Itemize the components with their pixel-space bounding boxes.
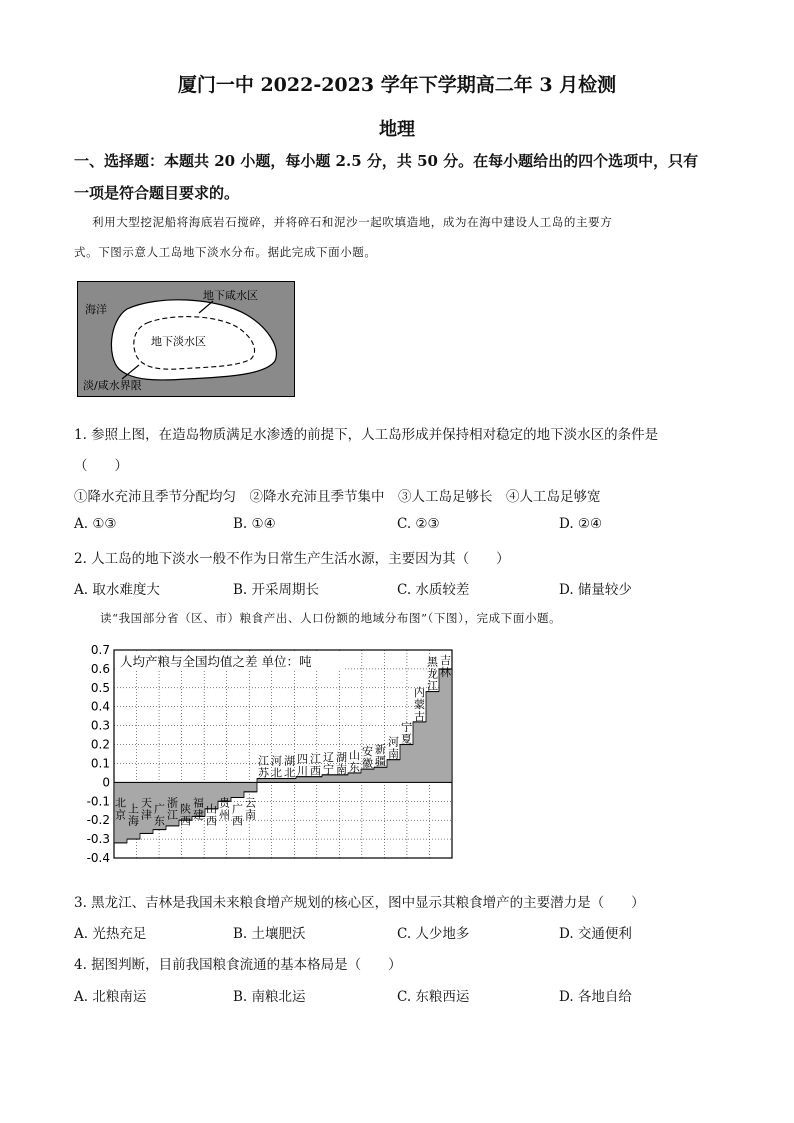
q4-stem: 4. 据图判断，目前我国粮食流通的基本格局是（ ） xyxy=(74,957,402,973)
province-label: 湖南 xyxy=(336,750,347,776)
province-label: 贵州 xyxy=(219,796,230,822)
province-label: 天津 xyxy=(141,796,152,822)
y-tick-label: 0.1 xyxy=(90,756,110,771)
chart-title: 人均产粮与全国均值之差 单位：吨 xyxy=(120,654,312,669)
province-label: 湖北 xyxy=(284,754,295,780)
q1-stem: 1. 参照上图，在造岛物质满足水渗透的前提下，人工岛形成并保持相对稳定的地下淡水区的条件是 xyxy=(74,427,659,443)
province-label: 江西 xyxy=(310,752,321,778)
province-label: 上海 xyxy=(128,802,139,828)
province-label: 山西 xyxy=(206,802,217,828)
q3-option-b[interactable]: B. 土壤肥沃 xyxy=(233,926,306,942)
province-label: 宁夏 xyxy=(401,720,412,746)
province-label: 北京 xyxy=(115,796,126,822)
province-label: 广西 xyxy=(232,802,243,828)
province-label: 内蒙古 xyxy=(414,685,425,723)
y-tick-label: 0 xyxy=(102,775,110,790)
province-label: 广东 xyxy=(154,802,165,828)
island-figure xyxy=(77,281,295,397)
q3-option-a[interactable]: A. 光热充足 xyxy=(74,926,147,942)
q1-option-a[interactable]: A. ①③ xyxy=(74,516,117,532)
q2-stem: 2. 人工岛的地下淡水一般不作为日常生产生活水源，主要因为其（ ） xyxy=(74,551,510,567)
q4-option-d[interactable]: D. 各地自给 xyxy=(559,989,632,1005)
boundary-label: 淡/咸水界限 xyxy=(83,379,142,392)
q4-option-b[interactable]: B. 南粮北运 xyxy=(233,989,306,1005)
section-heading-line1: 一、选择题：本题共 20 小题，每小题 2.5 分，共 50 分。在每小题给出的四个选项中，只有 xyxy=(74,152,699,170)
province-label: 吉林 xyxy=(440,654,451,679)
salt-zone-label: 地下咸水区 xyxy=(203,289,258,302)
subject-title: 地理 xyxy=(379,119,415,140)
intro2: 读“我国部分省（区、市）粮食产出、人口份额的地域分布图”（下图），完成下面小题。 xyxy=(100,611,562,625)
y-tick-label: -0.3 xyxy=(86,832,110,847)
intro1-line2: 式。下图示意人工岛地下淡水分布。据此完成下面小题。 xyxy=(74,245,377,259)
y-tick-label: 0.3 xyxy=(90,718,110,733)
y-tick-label: -0.4 xyxy=(86,851,110,865)
exam-title: 厦门一中 2022-2023 学年下学期高二年 3 月检测 xyxy=(177,74,617,96)
q3-stem: 3. 黑龙江、吉林是我国未来粮食增产规划的核心区，图中显示其粮食增产的主要潜力是（ ） xyxy=(74,895,645,911)
province-label: 江苏 xyxy=(258,754,269,780)
province-label: 四川 xyxy=(297,752,308,778)
q1-option-b[interactable]: B. ①④ xyxy=(233,516,276,532)
y-tick-label: -0.1 xyxy=(86,794,110,809)
fresh-zone-label: 地下淡水区 xyxy=(151,335,206,348)
ocean-label: 海洋 xyxy=(85,303,107,316)
province-label: 陕西 xyxy=(180,802,191,828)
y-tick-label: 0.6 xyxy=(90,661,110,676)
province-label: 浙江 xyxy=(167,796,178,822)
q1-option-d[interactable]: D. ②④ xyxy=(559,516,603,532)
q4-option-a[interactable]: A. 北粮南运 xyxy=(74,989,147,1005)
y-tick-label: 0.5 xyxy=(90,680,110,695)
y-tick-label: 0.7 xyxy=(90,643,110,657)
grain-chart xyxy=(82,640,462,868)
section-heading-line2: 一项是符合题目要求的。 xyxy=(74,184,240,202)
q2-option-d[interactable]: D. 储量较少 xyxy=(559,582,632,598)
province-label: 黑龙江 xyxy=(427,655,438,693)
province-label: 新疆 xyxy=(375,743,386,769)
q2-option-c[interactable]: C. 水质较差 xyxy=(397,582,470,598)
q1-option-c[interactable]: C. ②③ xyxy=(397,516,440,532)
province-label: 福建 xyxy=(193,796,204,822)
y-tick-label: -0.2 xyxy=(86,813,110,828)
intro1-line1: 利用大型挖泥船将海底岩石搅碎，并将碎石和泥沙一起吹填造地，成为在海中建设人工岛的主要方 xyxy=(92,215,613,229)
q2-option-a[interactable]: A. 取水难度大 xyxy=(74,582,160,598)
province-label: 安徽 xyxy=(362,745,373,771)
q3-option-c[interactable]: C. 人少地多 xyxy=(397,926,470,942)
y-tick-label: 0.4 xyxy=(90,699,110,714)
province-label: 山东 xyxy=(349,748,360,774)
q1-choices: ①降水充沛且季节分配均匀 ②降水充沛且季节集中 ③人工岛足够长 ④人工岛足够宽 xyxy=(74,489,601,505)
q1-paren: （ ） xyxy=(74,458,128,474)
q4-option-c[interactable]: C. 东粮西运 xyxy=(397,989,470,1005)
q3-option-d[interactable]: D. 交通便利 xyxy=(559,926,632,942)
y-tick-label: 0.2 xyxy=(90,737,110,752)
province-label: 辽宁 xyxy=(323,750,334,776)
province-label: 河北 xyxy=(271,754,282,780)
province-label: 河南 xyxy=(388,735,399,761)
province-label: 云南 xyxy=(245,796,256,822)
q2-option-b[interactable]: B. 开采周期长 xyxy=(233,582,320,598)
